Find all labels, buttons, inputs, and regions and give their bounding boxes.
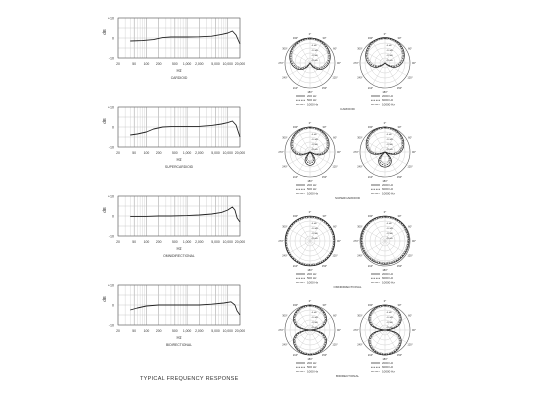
polar-angle-label: 60° [333,136,338,140]
polar-ring-label: -10 dB [386,228,393,230]
x-tick-label: 10,000 [222,62,233,66]
page-caption: TYPICAL FREQUENCY RESPONSE [140,376,239,382]
polar-group-bidirectional [278,299,416,378]
polar-angle-label: 150° [321,176,328,180]
polar-angle-label: 270° [353,240,359,243]
x-tick-label: 20,000 [234,329,246,333]
x-tick-label: 20,000 [234,151,246,155]
polar-ring-label: -10 dB [311,50,318,52]
polar-angle-label: 330° [367,36,374,40]
polar-angle-label: 180° [382,269,388,272]
polar-angle-label: 270° [353,329,359,332]
polar-angle-label: 90° [337,240,341,243]
polar-ring-label: -20 dB [386,238,393,240]
polar-ring-label: -5 dB [386,45,392,47]
polar-angle-label: 0° [383,122,387,125]
polar-ring-label: -5 dB [311,134,317,136]
y-tick-label: +10 [107,105,114,110]
polar-angle-label: 240° [282,254,288,258]
polar-angle-label: 60° [408,314,413,318]
polar-angle-label: 90° [412,62,416,65]
x-tick-label: 10,000 [222,329,233,333]
polar-angle-label: 120° [407,254,413,258]
x-tick-label: 100 [143,62,150,66]
legend-label: 1000 Hz [307,280,319,285]
y-tick-label: 0 [112,36,114,41]
polar-ring-label: -20 dB [311,327,318,329]
polar-angle-label: 180° [307,358,313,361]
polar-angle-label: 30° [322,214,327,218]
polar-angle-label: 300° [282,225,288,229]
polar-angle-label: 150° [396,354,403,358]
legend-label: 10000 Hz [382,369,395,374]
legend-label: 2000 Hz [382,361,394,365]
legend-label: 1000 Hz [307,102,319,107]
polar-ring-label: -10 dB [311,228,318,230]
legend-label: 200 Hz [307,361,317,365]
legend-label: 200 Hz [307,94,317,98]
polar-ring-label: -20 dB [386,327,393,329]
x-tick-label: 1,000 [182,62,192,66]
polar-angle-label: 120° [407,76,413,80]
polar-ring-label: -20 dB [386,60,393,62]
polar-ring-label: -5 dB [311,45,317,47]
polar-angle-label: 210° [367,265,374,269]
y-tick-label: +10 [107,194,114,199]
x-tick-label: 20 [116,151,120,155]
polar-plot [278,121,341,195]
x-tick-label: 20 [116,329,120,333]
legend-label: 10000 Hz [382,102,395,107]
legend-label: 6000 Hz [382,98,394,103]
legend-label: 1000 Hz [307,191,319,196]
polar-angle-label: 210° [292,176,299,180]
chart-subtitle: BIDIRECTIONAL [166,343,192,347]
frequency-response-charts [102,17,245,348]
polar-angle-label: 180° [382,180,388,183]
polar-ring-label: -15 dB [311,55,318,57]
polar-pattern-charts [278,32,416,378]
polar-angle-label: 180° [307,91,313,94]
legend-label: 6000 Hz [382,276,394,281]
frequency-chart-omnidirectional [102,195,245,259]
x-tick-label: 20,000 [234,240,246,244]
polar-group-omnidirectional [278,210,416,289]
legend-label: 200 Hz [307,183,317,187]
polar-ring-label: -10 dB [386,317,393,319]
polar-group-subtitle: CARDIOID [340,107,355,111]
polar-angle-label: 120° [332,165,338,169]
polar-ring-label: -5 dB [311,312,317,314]
polar-angle-label: 270° [353,151,359,154]
polar-plot [353,210,416,284]
polar-angle-label: 90° [412,240,416,243]
frequency-chart-cardioid [102,17,245,81]
y-axis-label: dB [102,118,107,124]
polar-angle-label: 240° [282,165,288,169]
polar-angle-label: 150° [321,354,328,358]
legend-label: 500 Hz [307,98,317,103]
polar-group-subtitle: SUPERCARDIOID [334,196,361,200]
polar-angle-label: 270° [278,62,284,65]
polar-angle-label: 300° [357,314,363,318]
polar-ring-label: -5 dB [386,134,392,136]
y-axis-label: dB [102,29,107,35]
polar-ring-label: -15 dB [386,322,393,324]
polar-angle-label: 30° [397,214,402,218]
polar-angle-label: 120° [407,343,413,347]
polar-ring-label: -20 dB [311,60,318,62]
polar-angle-label: 330° [292,214,299,218]
legend-label: 10000 Hz [382,191,395,196]
polar-ring-label: -15 dB [311,322,318,324]
x-tick-label: 500 [172,151,178,155]
polar-angle-label: 240° [282,76,288,80]
frequency-chart-bidirectional [102,284,245,348]
polar-angle-label: 30° [397,125,402,129]
polar-ring-label: -5 dB [386,223,392,225]
chart-subtitle: SUPERCARDIOID [164,165,194,169]
x-tick-label: 50 [132,151,137,155]
polar-angle-label: 180° [382,91,388,94]
polar-angle-label: 60° [333,314,338,318]
x-axis-label: Hz [176,246,182,251]
polar-angle-label: 300° [357,225,363,229]
polar-ring-label: -10 dB [311,317,318,319]
polar-ring-label: -15 dB [386,233,393,235]
x-tick-label: 10,000 [222,240,233,244]
y-tick-label: -10 [108,234,114,239]
polar-group-subtitle: OMNIDIRECTIONAL [333,285,362,289]
x-axis-label: Hz [176,335,182,340]
polar-angle-label: 240° [282,343,288,347]
polar-angle-label: 270° [353,62,359,65]
polar-group-supercardioid [278,121,416,200]
polar-angle-label: 60° [408,225,413,229]
polar-angle-label: 210° [292,87,299,91]
legend-label: 500 Hz [307,187,317,192]
y-tick-label: -10 [108,56,114,61]
legend-label: 1000 Hz [307,369,319,374]
polar-angle-label: 330° [292,36,299,40]
polar-ring-label: -10 dB [311,139,318,141]
polar-angle-label: 30° [322,36,327,40]
polar-angle-label: 90° [337,151,341,154]
polar-angle-label: 120° [332,343,338,347]
polar-ring-label: -15 dB [386,144,393,146]
y-axis-label: dB [102,296,107,302]
x-tick-label: 1,000 [182,329,192,333]
polar-angle-label: 270° [278,329,284,332]
y-tick-label: -10 [108,145,114,150]
polar-angle-label: 210° [367,176,374,180]
legend-label: 2000 Hz [382,272,394,276]
polar-angle-label: 90° [337,329,341,332]
y-axis-label: dB [102,207,107,213]
x-tick-label: 2,000 [195,62,204,66]
polar-group-subtitle: BIDIRECTIONAL [335,374,360,378]
polar-angle-label: 270° [278,240,284,243]
polar-angle-label: 150° [396,176,403,180]
polar-angle-label: 180° [307,180,313,183]
x-tick-label: 500 [172,329,178,333]
polar-angle-label: 240° [357,76,363,80]
polar-angle-label: 210° [292,354,299,358]
legend-label: 500 Hz [307,365,317,370]
polar-angle-label: 150° [321,87,328,91]
polar-angle-label: 60° [333,47,338,51]
chart-subtitle: CARDIOID [170,76,188,80]
polar-angle-label: 150° [396,87,403,91]
polar-ring-label: -15 dB [311,233,318,235]
polar-ring-label: -15 dB [311,144,318,146]
x-tick-label: 1,000 [182,240,192,244]
polar-angle-label: 0° [383,211,387,214]
legend-label: 200 Hz [307,272,317,276]
legend-label: 6000 Hz [382,187,394,192]
x-tick-label: 100 [143,151,150,155]
x-tick-label: 200 [155,62,162,66]
polar-group-cardioid [278,32,416,111]
polar-angle-label: 90° [412,329,416,332]
polar-angle-label: 0° [308,300,312,303]
polar-angle-label: 60° [408,136,413,140]
polar-angle-label: 30° [397,36,402,40]
polar-angle-label: 300° [282,136,288,140]
polar-angle-label: 120° [332,254,338,258]
x-tick-label: 20 [116,240,120,244]
polar-angle-label: 270° [278,151,284,154]
x-tick-label: 1,000 [182,151,192,155]
polar-angle-label: 90° [337,62,341,65]
x-tick-label: 100 [143,329,150,333]
x-tick-label: 200 [155,329,162,333]
polar-ring-label: -20 dB [311,238,318,240]
polar-plot [353,121,416,195]
polar-angle-label: 330° [367,214,374,218]
x-tick-label: 2,000 [195,329,204,333]
polar-ring-label: -5 dB [386,312,392,314]
polar-angle-label: 60° [408,47,413,51]
y-tick-label: +10 [107,16,114,21]
polar-angle-label: 150° [396,265,403,269]
x-tick-label: 50 [132,62,137,66]
x-axis-label: Hz [176,157,182,162]
x-tick-label: 2,000 [195,240,204,244]
polar-angle-label: 180° [382,358,388,361]
polar-angle-label: 300° [357,136,363,140]
y-tick-label: +10 [107,283,114,288]
polar-angle-label: 150° [321,265,328,269]
chart-subtitle: OMNIDIRECTIONAL [163,254,195,258]
x-tick-label: 500 [172,62,178,66]
polar-angle-label: 0° [383,33,387,36]
x-tick-label: 50 [132,329,137,333]
polar-plot [278,210,341,284]
x-tick-label: 20,000 [234,62,246,66]
legend-label: 500 Hz [307,276,317,281]
polar-ring-label: -20 dB [311,149,318,151]
x-tick-label: 10,000 [222,151,233,155]
x-tick-label: 5,000 [211,62,220,66]
x-tick-label: 2,000 [195,151,204,155]
polar-angle-label: 0° [308,33,312,36]
x-tick-label: 100 [143,240,150,244]
y-tick-label: 0 [112,303,114,308]
legend-label: 2000 Hz [382,94,394,98]
polar-angle-label: 330° [292,125,299,129]
x-tick-label: 200 [155,151,162,155]
polar-angle-label: 120° [407,165,413,169]
polar-angle-label: 300° [282,314,288,318]
x-tick-label: 200 [155,240,162,244]
polar-ring-label: -20 dB [386,149,393,151]
polar-angle-label: 30° [397,303,402,307]
legend-label: 2000 Hz [382,183,394,187]
x-tick-label: 5,000 [211,329,220,333]
polar-plot [353,32,416,106]
polar-plot [353,299,416,373]
polar-ring-label: -10 dB [386,139,393,141]
polar-angle-label: 180° [307,269,313,272]
polar-ring-label: -5 dB [311,223,317,225]
polar-ring-label: -10 dB [386,50,393,52]
polar-angle-label: 30° [322,303,327,307]
x-tick-label: 5,000 [211,151,220,155]
y-tick-label: 0 [112,214,114,219]
frequency-chart-supercardioid [102,106,245,170]
polar-angle-label: 0° [308,122,312,125]
x-tick-label: 5,000 [211,240,220,244]
legend-label: 10000 Hz [382,280,395,285]
polar-angle-label: 120° [332,76,338,80]
polar-angle-label: 300° [357,47,363,51]
polar-angle-label: 210° [367,87,374,91]
polar-angle-label: 90° [412,151,416,154]
polar-angle-label: 330° [367,303,374,307]
polar-angle-label: 210° [367,354,374,358]
legend-label: 6000 Hz [382,365,394,370]
y-tick-label: -10 [108,323,114,328]
x-tick-label: 50 [132,240,137,244]
x-tick-label: 20 [116,62,120,66]
polar-angle-label: 0° [308,211,312,214]
polar-ring-label: -15 dB [386,55,393,57]
polar-angle-label: 240° [357,165,363,169]
polar-angle-label: 30° [322,125,327,129]
polar-angle-label: 330° [292,303,299,307]
polar-plot [278,299,341,373]
polar-angle-label: 60° [333,225,338,229]
x-tick-label: 500 [172,240,178,244]
polar-angle-label: 240° [357,343,363,347]
polar-plot [278,32,341,106]
polar-angle-label: 210° [292,265,299,269]
polar-angle-label: 240° [357,254,363,258]
y-tick-label: 0 [112,125,114,130]
x-axis-label: Hz [176,68,182,73]
polar-angle-label: 330° [367,125,374,129]
polar-angle-label: 300° [282,47,288,51]
polar-angle-label: 0° [383,300,387,303]
